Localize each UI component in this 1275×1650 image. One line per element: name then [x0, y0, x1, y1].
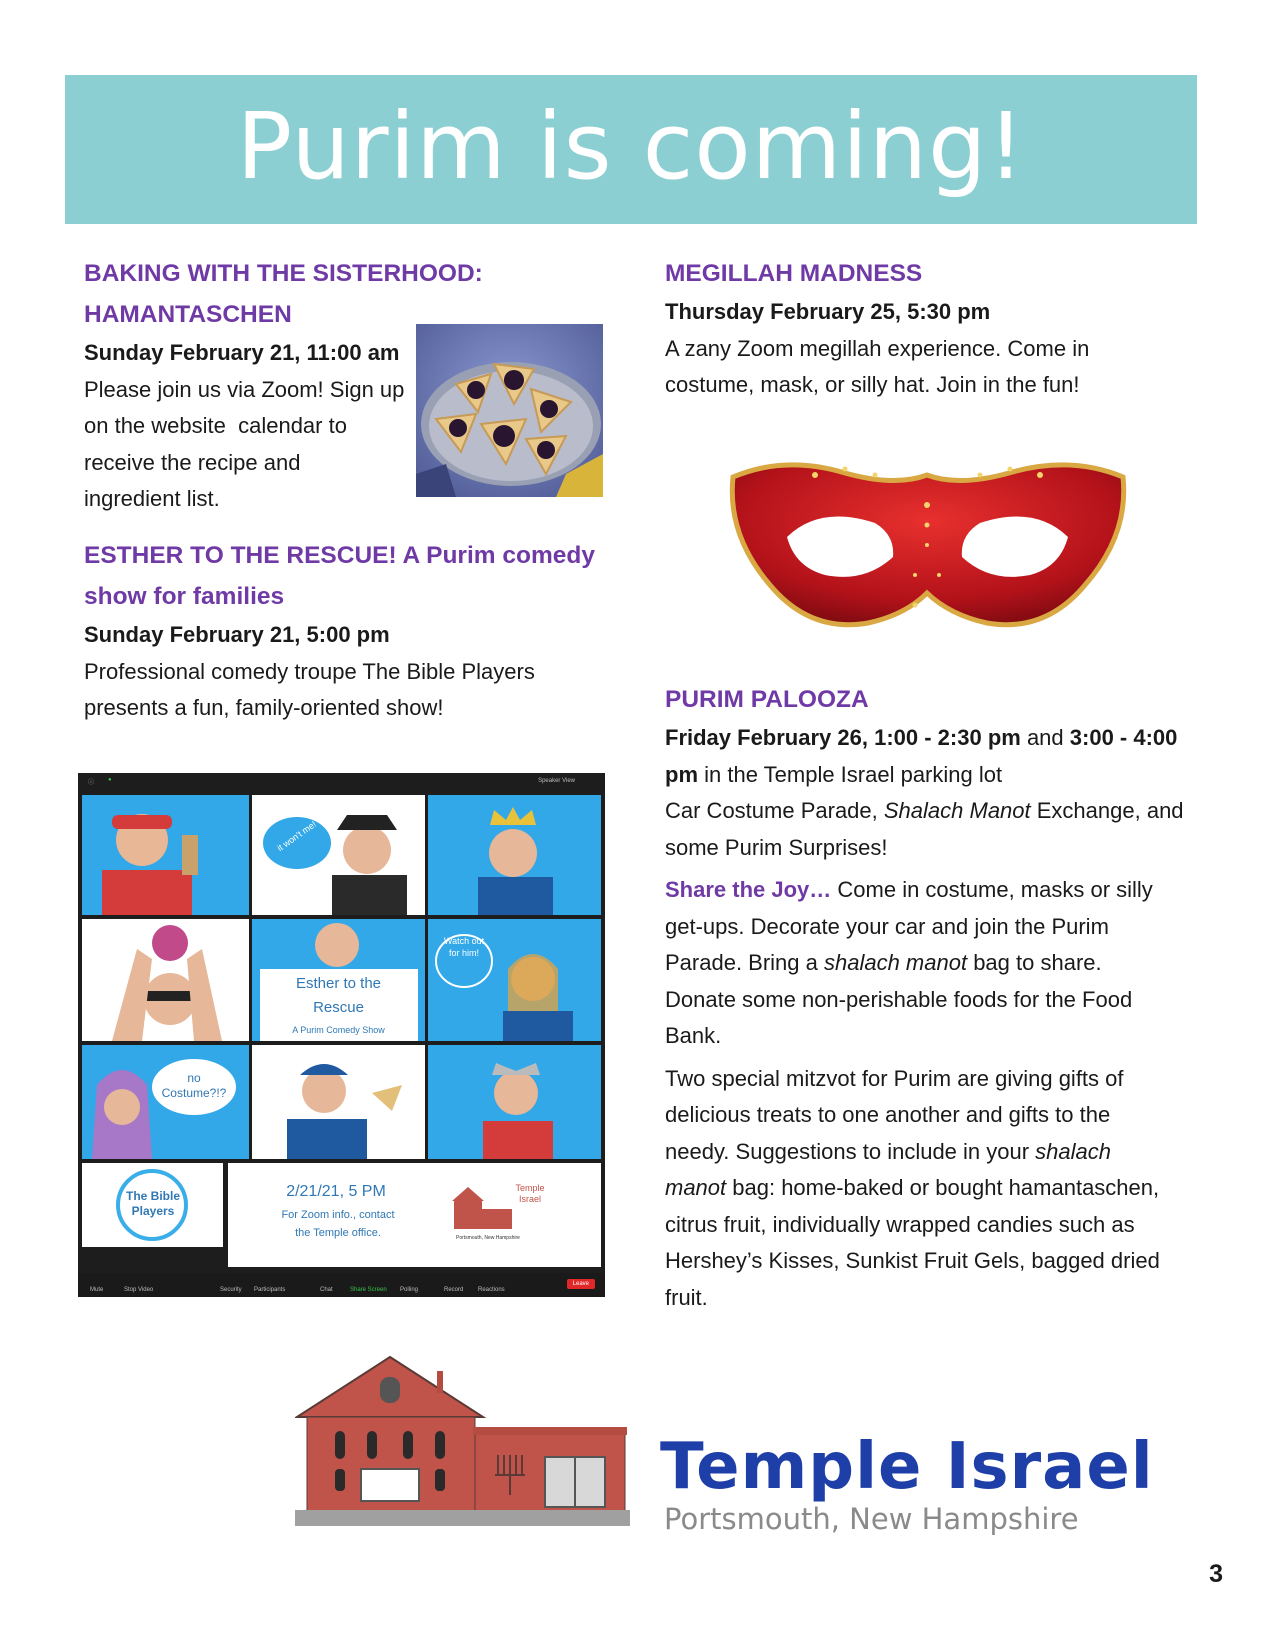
mitzvot-text: needy. Suggestions to include in your: [665, 1138, 1036, 1164]
palooza-and: and: [1020, 725, 1070, 750]
palooza-time-2: 3:00 - 4:00: [1069, 725, 1178, 750]
video-tile: [252, 1045, 425, 1159]
toolbar-record: Record: [444, 1287, 464, 1293]
baking-date: Sunday February 21, 11:00 am: [84, 340, 400, 365]
speech-bubble: no Costume?!?: [161, 1071, 227, 1100]
share-text: bag to share.: [967, 950, 1102, 975]
mitzvot-text: Hershey’s Kisses, Sunkist Fruit Gels, bagged dried: [665, 1248, 1160, 1273]
palooza-section: [665, 679, 1205, 1316]
mitzvot-paragraph: [665, 1061, 1205, 1317]
palooza-line2: [665, 757, 1205, 794]
baking-section: [84, 253, 483, 518]
mitzvot-text: citrus fruit, individually wrapped candies such as: [665, 1211, 1135, 1237]
page-number: 3: [1209, 1560, 1223, 1588]
toolbar-polling: Polling: [400, 1287, 419, 1293]
info-icon: ⓘ: [88, 780, 95, 786]
esther-heading-line2: show for families: [84, 583, 285, 610]
speech-bubble: Watch out for him!: [443, 936, 485, 958]
zoom-top-bar: [78, 773, 605, 793]
speaker-view-label: Speaker View: [538, 778, 575, 784]
video-tile: [82, 795, 249, 915]
share-joy-label: Share the Joy…: [665, 877, 832, 902]
palooza-time-1: Friday February 26, 1:00 - 2:30 pm: [665, 725, 1021, 750]
shield-icon: ●: [108, 777, 112, 783]
share-text: Bank.: [665, 1023, 722, 1048]
esther-body-line: presents a fun, family-oriented show!: [84, 695, 444, 720]
palooza-line1: [665, 720, 1205, 757]
esther-body-line: Professional comedy troupe The Bible Players: [84, 658, 535, 684]
megillah-body-line: costume, mask, or silly hat. Join in the fun!: [665, 372, 1080, 397]
temple-building-logo: [295, 1355, 630, 1530]
bible-players-logo: The Bible Players: [125, 1189, 180, 1218]
share-text: Donate some non-perishable foods for the Food: [665, 986, 1133, 1012]
temple-israel-logo-text: [660, 1432, 1154, 1536]
video-tile: [228, 1163, 601, 1267]
toolbar-mute: Mute: [90, 1287, 104, 1293]
event-date: 2/21/21, 5 PM: [286, 1183, 386, 1200]
zoom-toolbar: [78, 1273, 605, 1297]
mitzvot-text: Two special mitzvot for Purim are giving gifts of: [665, 1065, 1124, 1091]
megillah-section: [665, 253, 1205, 404]
toolbar-share-screen: Share Screen: [350, 1287, 387, 1293]
baking-body-line: ingredient list.: [84, 486, 220, 511]
logo-name: Temple Israel: [660, 1430, 1154, 1504]
megillah-heading: MEGILLAH MADNESS: [665, 260, 923, 287]
show-card-line2: Rescue: [313, 999, 364, 1016]
baking-body-line: receive the recipe and: [84, 449, 301, 475]
video-tile: [428, 1045, 601, 1159]
logo-place: Portsmouth, New Hampshire: [664, 1502, 1079, 1536]
mitzvot-text: bag: home-baked or bought hamantaschen,: [726, 1175, 1160, 1200]
palooza-italic: Shalach Manot: [883, 798, 1031, 823]
zoom-info-line2: the Temple office.: [295, 1227, 381, 1239]
mitzvot-text: fruit.: [665, 1284, 708, 1310]
temple-place: Portsmouth, New Hampshire: [456, 1235, 520, 1241]
video-tile: [428, 919, 601, 1041]
palooza-pm: pm: [665, 761, 698, 787]
speech-bubble: it won't me!: [275, 819, 319, 854]
palooza-heading: PURIM PALOOZA: [665, 686, 869, 713]
share-text: Parade. Bring a: [665, 950, 824, 975]
megillah-body-line: A zany Zoom megillah experience. Come in: [665, 335, 1090, 361]
baking-body-line: on the website calendar to: [84, 413, 347, 438]
video-tile: [252, 795, 425, 915]
video-tile: [82, 919, 249, 1041]
carnival-mask-image: [725, 445, 1130, 645]
zoom-info-line1: For Zoom info., contact: [281, 1209, 395, 1221]
share-italic: shalach manot: [823, 950, 968, 975]
video-tile: [252, 919, 425, 1041]
toolbar-chat: Chat: [320, 1287, 333, 1293]
baking-heading-line1: BAKING WITH THE SISTERHOOD:: [84, 260, 483, 287]
share-text: Come in costume, masks or silly: [831, 877, 1153, 902]
toolbar-security: Security: [220, 1287, 242, 1293]
zoom-show-image: [78, 773, 605, 1297]
mitzvot-italic: manot: [665, 1175, 727, 1200]
show-card-line3: A Purim Comedy Show: [292, 1025, 385, 1035]
palooza-text: Exchange, and: [1030, 798, 1184, 823]
video-tile: [428, 795, 601, 915]
hamantaschen-photo: [416, 324, 603, 497]
toolbar-stop-video: Stop Video: [124, 1287, 154, 1293]
mitzvot-italic: shalach: [1035, 1138, 1112, 1164]
baking-body-line: Please join us via Zoom! Sign up: [84, 376, 405, 402]
share-joy-paragraph: [665, 872, 1205, 1055]
palooza-text: Car Costume Parade,: [665, 798, 884, 823]
esther-date: Sunday February 21, 5:00 pm: [84, 622, 390, 647]
esther-heading-line1: ESTHER TO THE RESCUE! A Purim comedy: [84, 542, 595, 569]
video-tile: [82, 1163, 223, 1247]
mitzvot-text: delicious treats to one another and gifts to the: [665, 1102, 1111, 1127]
toolbar-participants: Participants: [254, 1287, 286, 1293]
title-banner: [65, 75, 1197, 224]
page-title: Purim is coming!: [236, 93, 1026, 200]
palooza-location: in the Temple Israel parking lot: [698, 761, 1003, 787]
palooza-line4: some Purim Surprises!: [665, 834, 888, 860]
temple-label: Temple Israel: [515, 1183, 545, 1204]
baking-heading-line2: HAMANTASCHEN: [84, 301, 292, 328]
palooza-line3: [665, 793, 1205, 830]
megillah-date: Thursday February 25, 5:30 pm: [665, 299, 991, 324]
esther-section: [84, 535, 614, 727]
leave-button: Leave: [567, 1279, 595, 1289]
video-tile: [82, 1045, 249, 1159]
show-card-line1: Esther to the: [295, 975, 382, 992]
toolbar-reactions: Reactions: [478, 1287, 505, 1293]
share-text: get-ups. Decorate your car and join the Purim: [665, 913, 1109, 939]
